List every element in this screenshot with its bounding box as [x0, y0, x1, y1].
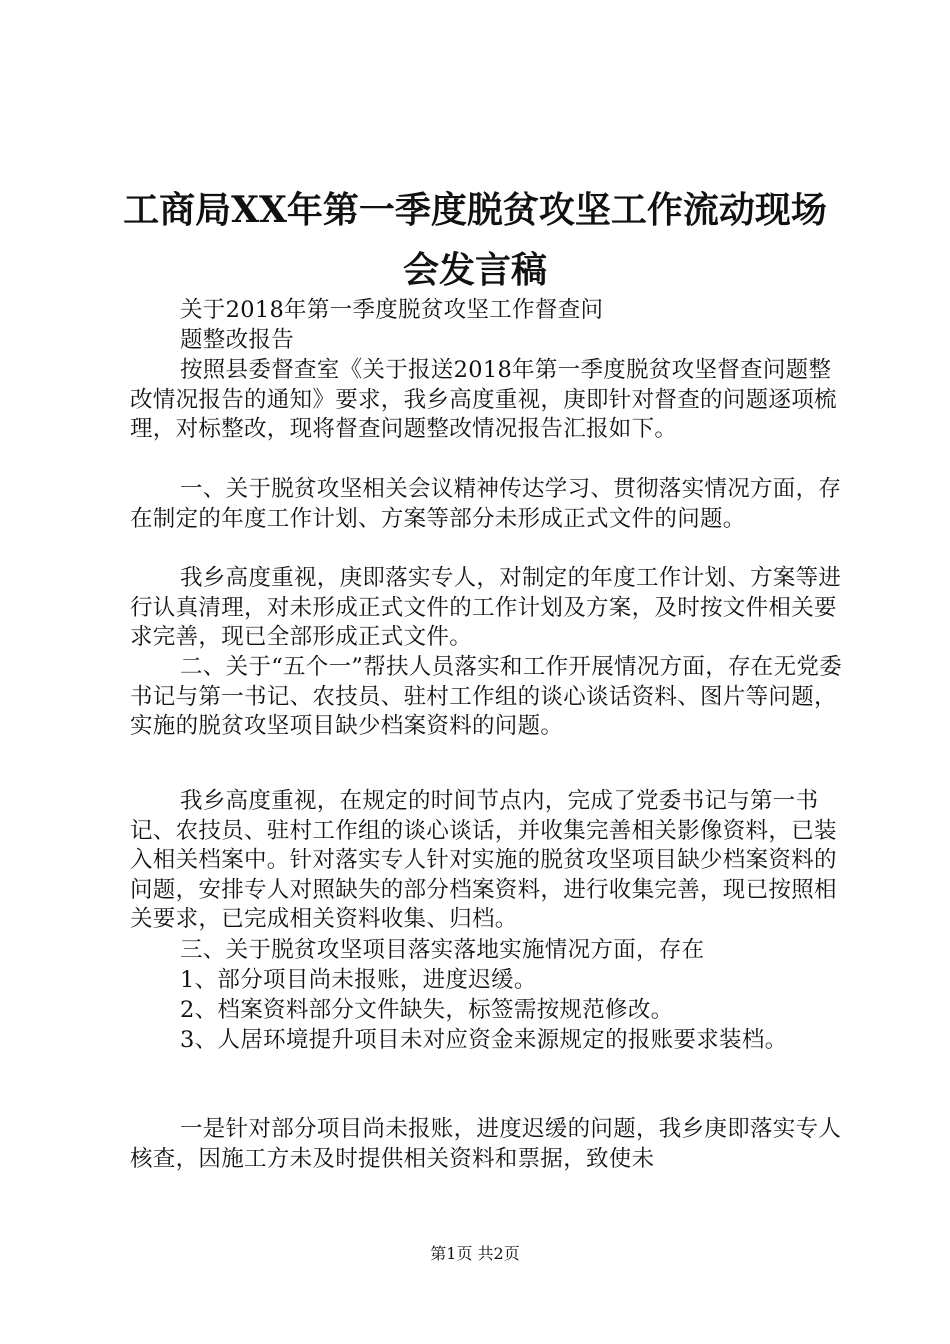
page-number-footer: 第1页 共2页	[430, 1244, 520, 1263]
paragraph-response-1: 我乡高度重视，庚即落实专人，对制定的年度工作计划、方案等进行认真清理，对未形成正式文件的工作计划及方案，及时按文件相关要求完善，现已全部形成正式文件。	[130, 565, 842, 651]
paragraph-issue-1: 一、关于脱贫攻坚相关会议精神传达学习、贯彻落实情况方面，存在制定的年度工作计划、方案等部分未形成正式文件的问题。	[130, 476, 842, 532]
subtitle-line1: 关于2018年第一季度脱贫攻坚工作督查问	[180, 297, 604, 323]
document-title-line2: 会发言稿	[402, 249, 547, 291]
paragraph-issue-2: 二、关于“五个一”帮扶人员落实和工作开展情况方面，存在无党委书记与第一书记、农技员、驻村工作组的谈心谈话资料、图片等问题，实施的脱贫攻坚项目缺少档案资料的问题。	[130, 654, 843, 740]
paragraph-issue-3: 三、关于脱贫攻坚项目落实落地实施情况方面，存在	[180, 937, 705, 963]
list-item-1: 1、部分项目尚未报账，进度迟缓。	[180, 967, 537, 993]
list-item-3: 3、人居环境提升项目未对应资金来源规定的报账要求装档。	[180, 1027, 788, 1053]
list-item-2: 2、档案资料部分文件缺失，标签需按规范修改。	[180, 997, 674, 1023]
paragraph-response-3: 一是针对部分项目尚未报账，进度迟缓的问题，我乡庚即落实专人核查，因施工方未及时提供相关资料和票据，致使未	[130, 1116, 842, 1172]
paragraph-response-2: 我乡高度重视，在规定的时间节点内，完成了党委书记与第一书记、农技员、驻村工作组的谈心谈话，并收集完善相关影像资料，已装入相关档案中。针对落实专人针对实施的脱贫攻坚项目缺少档案资料的问题，安排专人对照缺失的部分档案资料，进行收集完善，现已按照相关要求，已完成相关资料收集、归档。	[130, 788, 837, 933]
paragraph-intro: 按照县委督查室《关于报送2018年第一季度脱贫攻坚督查问题整改情况报告的通知》要求，我乡高度重视，庚即针对督查的问题逐项梳理，对标整改，现将督查问题整改情况报告汇报如下。	[130, 357, 837, 443]
subtitle-line2: 题整改报告	[180, 327, 295, 353]
document-title-line1: 工商局XX年第一季度脱贫攻坚工作流动现场	[123, 189, 827, 231]
